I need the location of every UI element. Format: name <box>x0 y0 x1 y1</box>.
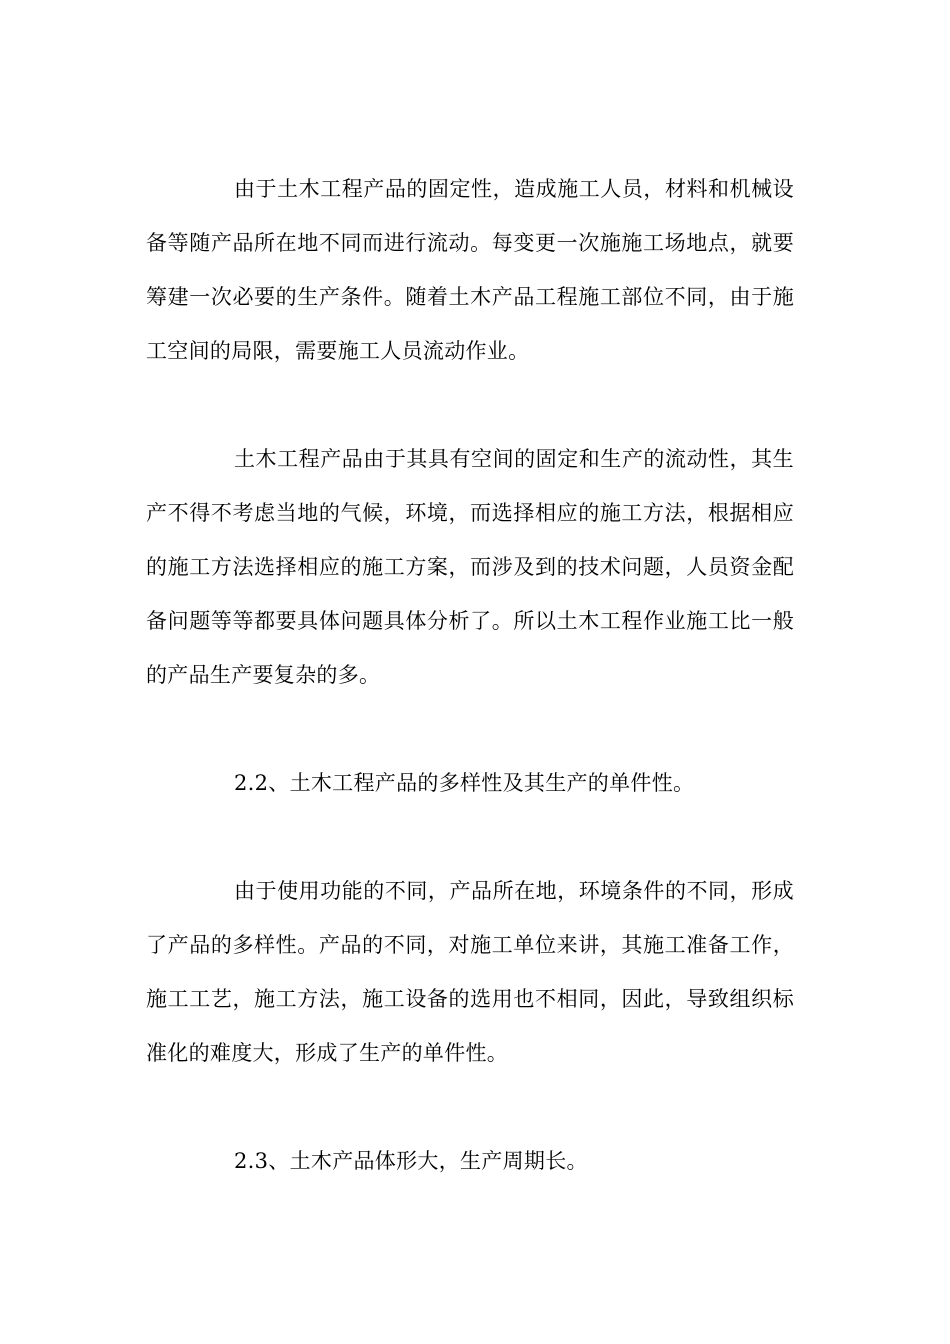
paragraph-spacer <box>146 810 794 864</box>
paragraph-complexity: 土木工程产品由于其具有空间的固定和生产的流动性，其生产不得不考虑当地的气候，环境，而选择相应的施工方法，根据相应的施工方法选择相应的施工方案，而涉及到的技术问题，人员资金配备问题等等都要具体问题具体分析了。所以土木工程作业施工比一般的产品生产要复杂的多。 <box>146 447 794 687</box>
paragraph-spacer <box>146 702 794 756</box>
section-heading-2-2: 2.2、土木工程产品的多样性及其生产的单件性。 <box>234 771 695 795</box>
document-body <box>146 162 794 1188</box>
paragraph-spacer <box>146 378 794 432</box>
paragraph-diversity: 由于使用功能的不同，产品所在地，环境条件的不同，形成了产品的多样性。产品的不同，对施工单位来讲，其施工准备工作，施工工艺，施工方法，施工设备的选用也不相同，因此，导致组织标准化的难度大，形成了生产的单件性。 <box>146 879 794 1065</box>
paragraph-spacer <box>146 1080 794 1134</box>
section-heading-2-3: 2.3、土木产品体形大，生产周期长。 <box>234 1149 588 1173</box>
paragraph-mobility: 由于土木工程产品的固定性，造成施工人员，材料和机械设备等随产品所在地不同而进行流动。每变更一次施施工场地点，就要筹建一次必要的生产条件。随着土木产品工程施工部位不同，由于施工空间的局限，需要施工人员流动作业。 <box>146 177 794 363</box>
